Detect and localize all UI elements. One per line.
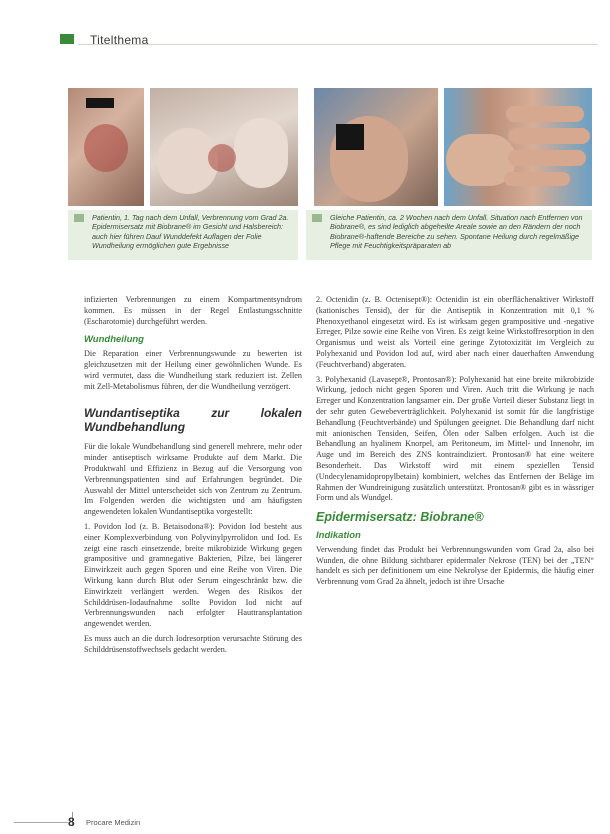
page-number: 8: [68, 815, 75, 829]
section-title: Titelthema: [90, 33, 149, 47]
header-rule: [78, 44, 598, 45]
photo-face-burn-day1: [68, 88, 144, 206]
heading-epidermisersatz: Epidermisersatz: Biobrane®: [316, 510, 484, 525]
paragraph: Es muss auch an die durch Iodresorption verursachte Störung des Schilddrüsenstoffwechsels gedacht werden.: [84, 633, 302, 654]
right-column: [316, 295, 594, 592]
header-accent-bar: [60, 34, 74, 44]
caption-marker: [312, 214, 322, 222]
caption-marker: [74, 214, 84, 222]
paragraph: 1. Povidon Iod (z. B. Betaisodona®): Povidon Iod besteht aus einer Komplexverbindung von Polyvinylpyrrolidon und Iod. Es zeigt eine rasch einsetzende, breite mikrobizide Wirkung gegen grampositive und gramnegative Bakterien, Pilze, bei längerer Einwirkzeit auch gegen Sporen und eine Reihe von Viren. Die Wirkung kann durch Blut oder Serum eingeschränkt bzw. die Einwirkzeit verlängert werden. Wegen des Risikos der Schilddrüsen-Iodaufnahme sollte Povidon Iod nicht auf Verbrennungswunden nach erfolgter Hauttransplantation angewendet werden.: [84, 521, 302, 629]
subheading-indikation: Indikation: [316, 529, 361, 541]
caption-right: Gleiche Patientin, ca. 2 Wochen nach dem Unfall. Situation nach Entfernen von Biobrane®, es sind lediglich abgeheilte Areale sowie an den Rändern der noch Biobrane®-haftende Bereiche zu sehen. Spontane Heilung durch regelmäßige Pflege mit Feuchtigkeitspräparaten ab: [306, 210, 592, 260]
heading-wundantiseptika: Wundantiseptika zur lokalen Wundbehandlung: [84, 406, 302, 435]
paragraph: 3. Polyhexanid (Lavasept®, Prontosan®): Polyhexanid hat eine breite mikrobizide Wirkung, jedoch nicht gegen Sporen und Viren. Auch tritt die Wirkung je nach Erreger und Konzentration langsamer ein. Der große Vorteil dieser Substanz liegt in der sehr guten Gewebeverträglichkeit. Polyhexanid ist somit für die langfristige Behandlung (Feuchtverbände) und Spülungen geeignet. Die Behandlung darf nicht mit anionischen Tensiden, Seifen, Ölen oder Salben erfolgen. Auch ist die Behandlung an hyalinem Knorpel, am Peritoneum, im Mittel- und Innenohr, im Auge und im Bereich des ZNS kontraindiziert. Prontosan® hat eine weitere Besonderheit. Das Wirkstoff wird mit einem speziellen Tensid (Undecylenamidopropylbetain) kombiniert, welches das Entfernen der Beläge im Rahmen der Wundreinigung zusätzlich unterstützt. Prontosan® gibt es in wässriger Form und als Wundgel.: [316, 374, 594, 503]
paragraph: infizierten Verbrennungen zu einem Kompartmentsyndrom kommen. Es müssen in der Regel Entlastungsschnitte (Escharotomie) durchgeführt werden.: [84, 295, 302, 326]
caption-left: Patientin, 1. Tag nach dem Unfall, Verbrennung vom Grad 2a. Epidermisersatz mit Biobrane® im Gesicht und Halsbereich: auch hier führen Dauf Wunddefekt Auflagen der Folie Wundheilung ermöglichen gute Ergebnisse: [68, 210, 298, 260]
photo-hand-healed: [444, 88, 592, 206]
left-column: [84, 295, 302, 660]
subheading-wundheilung: Wundheilung: [84, 334, 144, 346]
footer-rule: [14, 822, 68, 823]
paragraph: Die Reparation einer Verbrennungswunde zu bewerten ist gleichzusetzen mit der Heilung einer gewöhnlichen Wunde. Es wird vermutet, dass die Wundheilung stark reduziert ist. Zellen mit Zell-Metabolismus führen, der die Wundheilung verzögert.: [84, 349, 302, 391]
paragraph: Verwendung findet das Produkt bei Verbrennungswunden vom Grad 2a, also bei Wunden, die ohne Bildung sichtbarer epidermaler Nekrose (TEN) bei der „TEN“ handelt es sich per definitionem um eine Nekrolyse der Epidermis, die häufig einer Verbrennung vom Grad 2a ähnelt, jedoch ist ihre Ursache: [316, 544, 594, 587]
journal-name: Procare Medizin: [86, 818, 141, 827]
photo-face-after-two-weeks: [314, 88, 438, 206]
paragraph: 2. Octenidin (z. B. Octenisept®): Octenidin ist ein oberflächenaktiver Wirkstoff (kationisches Tensid), der für die Antiseptik in Konzentration mit 0,1 % Phenoxyethanol eingesetzt wird. Es ist wirksam gegen grampositive und -negative Erreger, Pilze sowie eine Reihe von Viren. Es zeigt keine Wirkstoffresorption in den Organismus und weist als Vorteil eine geringe Zytotoxizität im Vergleich zu Polyhexanid und Povidon Iod auf, wird aber nach einer dauerhaften Anwendung (Feuchtverband) abgeraten.: [316, 295, 594, 369]
paragraph: Für die lokale Wundbehandlung sind generell mehrere, mehr oder minder antiseptisch wirksame Produkte auf dem Markt. Die Produktwahl und Effizienz in Bezug auf die Versorgung von Verbrennungspatienten sind auf Erfahrungen begründet. Die Auswahl der Mittel unterscheidet sich von Zentrum zu Zentrum. Im Folgenden werden die wichtigsten und am häufigsten angewendeten lokalen Wundantiseptika vorgestellt:: [84, 442, 302, 517]
photo-hands-treatment: [150, 88, 298, 206]
